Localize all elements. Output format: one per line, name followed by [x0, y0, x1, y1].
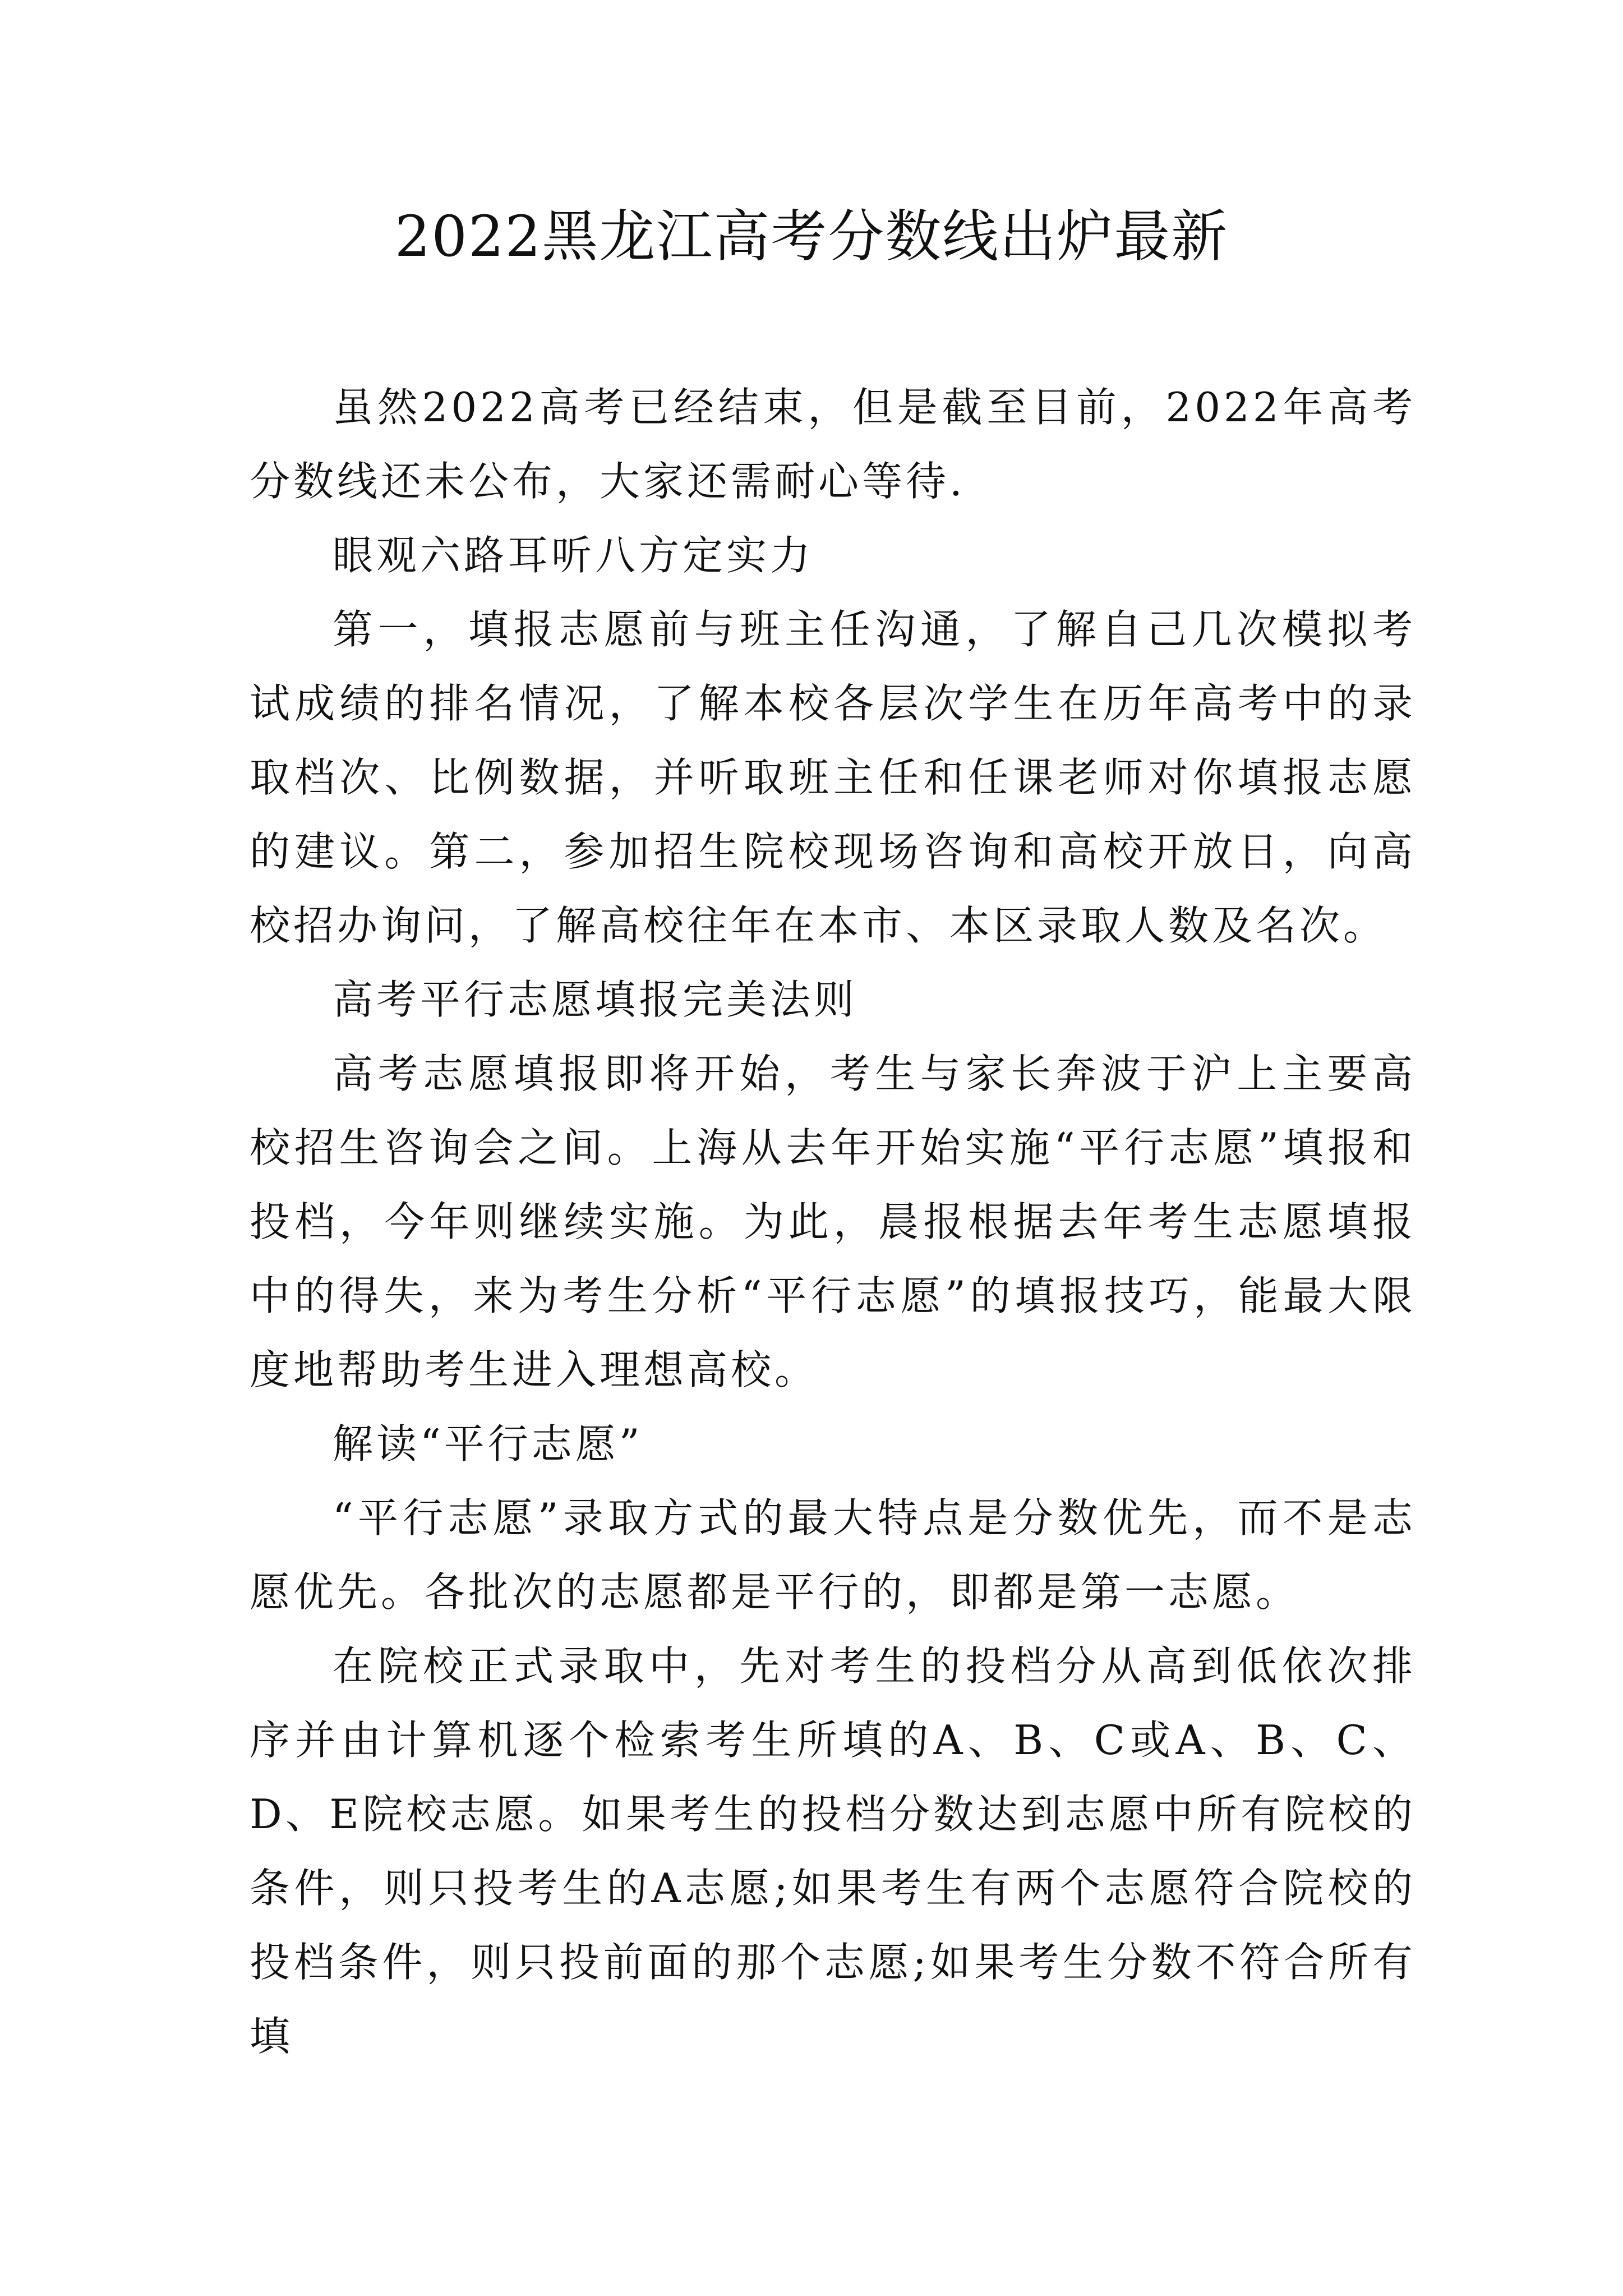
paragraph-parallel-intro: 高考志愿填报即将开始，考生与家长奔波于沪上主要高校招生咨询会之间。上海从去年开始实施“平行志愿”填报和投档，今年则继续实施。为此，晨报根据去年考生志愿填报中的得失，来为考生分析“平行志愿”的填报技巧，能最大限度地帮助考生进入理想高校。 — [250, 1050, 1416, 1393]
section-heading-interpretation: 解读“平行志愿” — [333, 1420, 643, 1467]
section-heading-strength: 眼观六路耳听八方定实力 — [333, 532, 814, 579]
document-body — [250, 370, 1416, 2073]
paragraph-admission-process: 在院校正式录取中，先对考生的投档分从高到低依次排序并由计算机逐个检索考生所填的A、B、C或A、B、C、D、E院校志愿。如果考生的投档分数达到志愿中所有院校的条件，则只投考生的A志愿;如果考生有两个志愿符合院校的投档条件，则只投前面的那个志愿;如果考生分数不符合所有填 — [250, 1642, 1416, 2060]
section-heading-parallel-rules: 高考平行志愿填报完美法则 — [333, 976, 858, 1023]
paragraph-communication: 第一，填报志愿前与班主任沟通，了解自己几次模拟考试成绩的排名情况，了解本校各层次学生在历年高考中的录取档次、比例数据，并听取班主任和任课老师对你填报志愿的建议。第二，参加招生院校现场咨询和高校开放日，向高校招办询问，了解高校往年在本市、本区录取人数及名次。 — [250, 606, 1416, 949]
paragraph-intro: 虽然2022高考已经结束，但是截至目前，2022年高考分数线还未公布，大家还需耐心等待. — [250, 384, 1416, 505]
page-title: 2022黑龙江高考分数线出炉最新 — [394, 204, 1229, 269]
paragraph-score-priority: “平行志愿”录取方式的最大特点是分数优先，而不是志愿优先。各批次的志愿都是平行的，即都是第一志愿。 — [250, 1494, 1416, 1616]
